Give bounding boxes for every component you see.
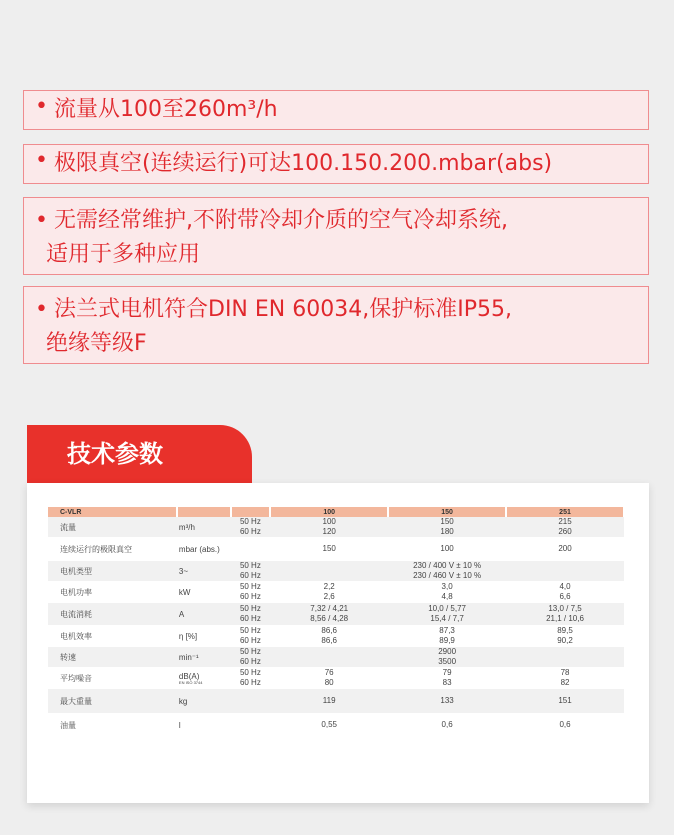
- cell-value: 7,32 / 4,21: [310, 604, 349, 613]
- feature-text: 无需经常维护,不附带冷却介质的空气冷却系统,: [54, 208, 508, 233]
- cell-value: 150: [440, 517, 454, 526]
- frequency-value: 50 Hz: [239, 668, 261, 677]
- cell-value: 2,6: [323, 592, 335, 601]
- frequency-value: 50 Hz: [239, 561, 261, 570]
- feature-text: 绝缘等级F: [46, 331, 147, 356]
- bullet-icon: •: [35, 94, 48, 119]
- value-cell-150: [388, 581, 506, 603]
- value-cell-150: [388, 667, 506, 689]
- frequency-cell: [231, 517, 271, 537]
- table-row: [48, 517, 624, 537]
- cell-value: 87,3: [439, 626, 455, 635]
- spanned-value: 230 / 400 V ± 10 %: [413, 561, 482, 570]
- cell-value: 86,6: [321, 636, 337, 645]
- frequency-value: 60 Hz: [239, 636, 261, 645]
- value-cell-100: [270, 517, 388, 537]
- spec-table-card: [27, 483, 649, 803]
- cell-value: 2,2: [323, 582, 335, 591]
- table-header-row: [48, 507, 624, 517]
- value-cell-251: [506, 581, 624, 603]
- value-cell-251: [506, 667, 624, 689]
- value-cell-251: [506, 537, 624, 561]
- frequency-cell: [231, 667, 271, 689]
- cell-value: 151: [558, 696, 572, 705]
- frequency-cell: [231, 713, 271, 737]
- table-row: [48, 561, 624, 581]
- value-cell-251: [506, 689, 624, 713]
- frequency-value: 50 Hz: [239, 647, 261, 656]
- param-name: 连续运行的极限真空: [60, 544, 132, 554]
- cell-value: 0,6: [441, 720, 453, 729]
- param-name: 电机功率: [60, 587, 92, 597]
- param-name: 平均噪音: [60, 673, 92, 683]
- cell-value: 89,5: [557, 626, 573, 635]
- cell-value: 180: [440, 527, 454, 536]
- cell-value: 215: [558, 517, 572, 526]
- feature-item: [23, 90, 649, 130]
- table-row: [48, 603, 624, 625]
- value-cell-150: [388, 517, 506, 537]
- frequency-value: 50 Hz: [239, 517, 261, 526]
- unit-label: l: [178, 720, 181, 730]
- value-cell-150: [388, 625, 506, 647]
- value-cell-100: [270, 713, 388, 737]
- unit-label: 3~: [178, 566, 189, 576]
- bullet-icon: •: [35, 208, 48, 233]
- feature-item: [23, 197, 649, 275]
- param-name: 电机类型: [48, 561, 177, 581]
- cell-value: 4,8: [441, 592, 453, 601]
- unit-label: A: [178, 609, 185, 619]
- param-unit: [177, 581, 231, 603]
- param-unit: [177, 667, 231, 689]
- cell-value: 100: [322, 517, 336, 526]
- param-unit: [177, 537, 231, 561]
- cell-value: 21,1 / 10,6: [546, 614, 584, 623]
- cell-value: 83: [442, 678, 452, 687]
- cell-value: 260: [558, 527, 572, 536]
- unit-label: min⁻¹: [178, 652, 199, 662]
- feature-text: 适用于多种应用: [46, 242, 201, 267]
- cell-value: 0,55: [321, 720, 337, 729]
- table-row: [48, 537, 624, 561]
- value-cell-150: [388, 537, 506, 561]
- frequency-value: 50 Hz: [239, 604, 261, 613]
- cell-value: 100: [440, 544, 454, 553]
- frequency-cell: [231, 603, 271, 625]
- cell-value: 150: [322, 544, 336, 553]
- value-cell-100: [270, 625, 388, 647]
- frequency-cell: [231, 581, 271, 603]
- cell-value: 80: [324, 678, 334, 687]
- value-cell-251: [506, 625, 624, 647]
- cell-value: 4,0: [559, 582, 571, 591]
- param-unit: [177, 561, 231, 581]
- table-header-unit: [177, 507, 231, 517]
- table-row: [48, 581, 624, 603]
- spanned-value: 230 / 460 V ± 10 %: [413, 571, 482, 580]
- cell-value: 200: [558, 544, 572, 553]
- param-name: 电机效率: [60, 631, 92, 641]
- frequency-value: 60 Hz: [239, 571, 261, 580]
- table-header-model: C-VLR: [48, 507, 177, 517]
- table-header-251: 251: [506, 507, 624, 517]
- frequency-value: 50 Hz: [239, 582, 261, 591]
- value-cell-251: [506, 603, 624, 625]
- param-name: 电流消耗: [48, 603, 177, 625]
- cell-value: 82: [560, 678, 570, 687]
- frequency-value: 60 Hz: [239, 678, 261, 687]
- cell-value: 0,6: [559, 720, 571, 729]
- spanned-value: 3500: [438, 657, 457, 666]
- unit-label: kW: [178, 587, 191, 597]
- cell-value: 3,0: [441, 582, 453, 591]
- cell-value: 6,6: [559, 592, 571, 601]
- unit-label: kg: [178, 696, 188, 706]
- table-row: [48, 667, 624, 689]
- frequency-cell: [231, 625, 271, 647]
- cell-value: 133: [440, 696, 454, 705]
- param-name: 油量: [60, 720, 76, 730]
- cell-value: 119: [322, 696, 336, 705]
- spanned-value-cell: [270, 647, 624, 667]
- feature-text: 流量从100至260m³/h: [54, 97, 278, 122]
- unit-standard: EN ISO 3744: [178, 679, 203, 685]
- frequency-value: 60 Hz: [239, 614, 261, 623]
- cell-value: 78: [560, 668, 570, 677]
- spanned-value: 2900: [438, 647, 457, 656]
- unit-label: dB(A): [178, 671, 200, 681]
- unit-label: mbar (abs.): [178, 544, 220, 554]
- value-cell-150: [388, 713, 506, 737]
- table-header-freq: [231, 507, 271, 517]
- param-unit: [177, 689, 231, 713]
- section-title: 技术参数: [27, 425, 252, 483]
- cell-value: 76: [324, 668, 334, 677]
- frequency-value: 60 Hz: [239, 657, 261, 666]
- table-row: [48, 625, 624, 647]
- table-header-150: 150: [388, 507, 506, 517]
- feature-item: [23, 144, 649, 184]
- value-cell-100: [270, 667, 388, 689]
- value-cell-100: [270, 537, 388, 561]
- cell-value: 90,2: [557, 636, 573, 645]
- bullet-icon: •: [35, 148, 48, 173]
- value-cell-251: [506, 517, 624, 537]
- cell-value: 120: [322, 527, 336, 536]
- cell-value: 86,6: [321, 626, 337, 635]
- param-name: 最大重量: [48, 689, 177, 713]
- feature-item: [23, 286, 649, 364]
- cell-value: 89,9: [439, 636, 455, 645]
- unit-label: m³/h: [178, 522, 195, 532]
- cell-value: 10,0 / 5,77: [428, 604, 466, 613]
- table-row: [48, 647, 624, 667]
- frequency-cell: [231, 689, 271, 713]
- cell-value: 13,0 / 7,5: [548, 604, 582, 613]
- frequency-cell: [231, 647, 271, 667]
- value-cell-150: [388, 689, 506, 713]
- table-row: [48, 713, 624, 737]
- frequency-value: 60 Hz: [239, 592, 261, 601]
- frequency-value: 50 Hz: [239, 626, 261, 635]
- cell-value: 79: [442, 668, 452, 677]
- frequency-cell: [231, 537, 271, 561]
- spanned-value-cell: [270, 561, 624, 581]
- value-cell-150: [388, 603, 506, 625]
- param-unit: [177, 517, 231, 537]
- value-cell-100: [270, 581, 388, 603]
- value-cell-100: [270, 603, 388, 625]
- param-unit: [177, 713, 231, 737]
- param-unit: [177, 647, 231, 667]
- bullet-icon: •: [35, 297, 48, 322]
- value-cell-251: [506, 713, 624, 737]
- param-name: 转速: [48, 647, 177, 667]
- param-name: 流量: [48, 517, 177, 537]
- unit-label: η [%]: [178, 631, 198, 641]
- frequency-cell: [231, 561, 271, 581]
- cell-value: 15,4 / 7,7: [430, 614, 464, 623]
- frequency-value: 60 Hz: [239, 527, 261, 536]
- param-unit: [177, 603, 231, 625]
- param-unit: [177, 625, 231, 647]
- table-row: [48, 689, 624, 713]
- feature-text: 法兰式电机符合DIN EN 60034,保护标准IP55,: [54, 297, 512, 322]
- feature-text: 极限真空(连续运行)可达100.150.200.mbar(abs): [54, 151, 553, 176]
- cell-value: 8,56 / 4,28: [310, 614, 349, 623]
- table-header-100: 100: [270, 507, 388, 517]
- value-cell-100: [270, 689, 388, 713]
- spec-table: [48, 507, 625, 737]
